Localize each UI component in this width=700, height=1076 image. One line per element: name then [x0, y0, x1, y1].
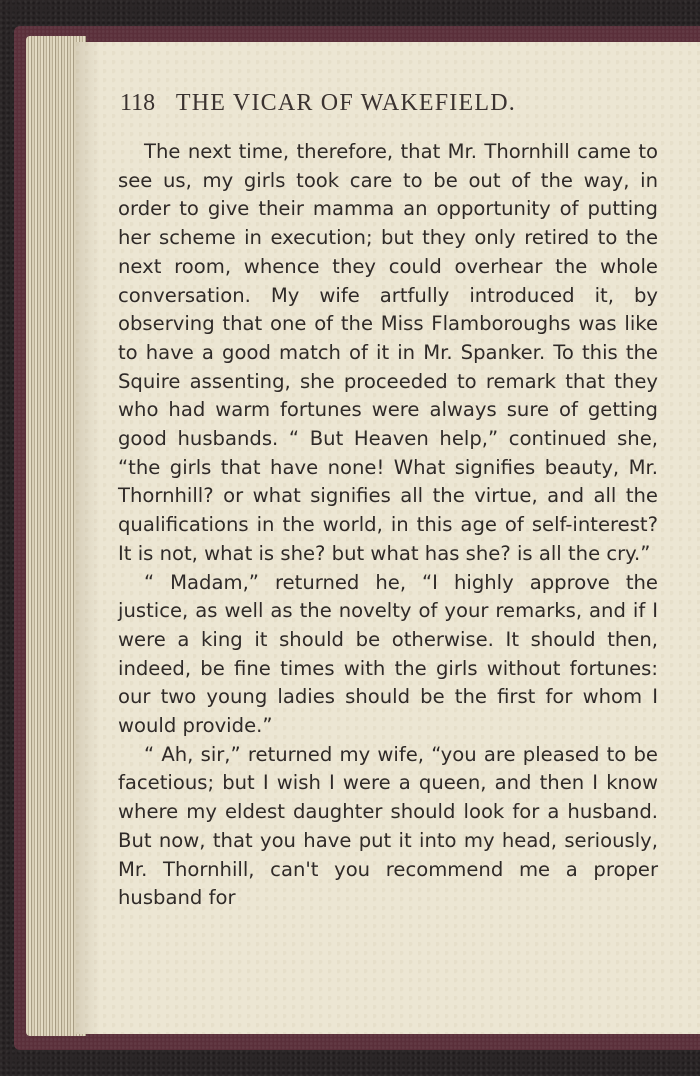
running-title: THE VICAR OF WAKEFIELD. — [175, 90, 516, 116]
paragraph: “ Ah, sir,” returned my wife, “you are pleased to be facetious; but I wish I were a queen, and then I know where my eldest daughter should look for a husband. But now, that you have put it into my head, seriously, Mr. Thornhill, can't you recommend me a proper husband for — [118, 742, 658, 910]
body-text — [118, 138, 658, 913]
paragraph: “ Madam,” returned he, “I highly approve the justice, as well as the novelty of your remarks, and if I were a king it should be otherwise. It should then, indeed, be fine times with the girls without fortunes: our two young ladies should be the first for whom I would provide.” — [118, 570, 658, 738]
page-number: 118 — [120, 90, 156, 116]
paragraph: The next time, therefore, that Mr. Thornhill came to see us, my girls took care to be out of the way, in order to give their mamma an opportunity of putting her scheme in execution; but they only retired to the next room, whence they could overhear the whole conversation. My wife artfully introduced it, by observing that one of the Miss Flamboroughs was like to have a good match of it in Mr. Spanker. To this the Squire assenting, she proceeded to remark that they who had warm fortunes were always sure of getting good husbands. “ But Heaven help,” continued she, “the girls that have none! What signifies beauty, Mr. Thornhill? or what signifies all the virtue, and all the qualifications in the world, in this age of self-interest? It is not, what is she? but what has she? is all the cry.” — [118, 140, 658, 565]
running-head — [120, 90, 620, 117]
